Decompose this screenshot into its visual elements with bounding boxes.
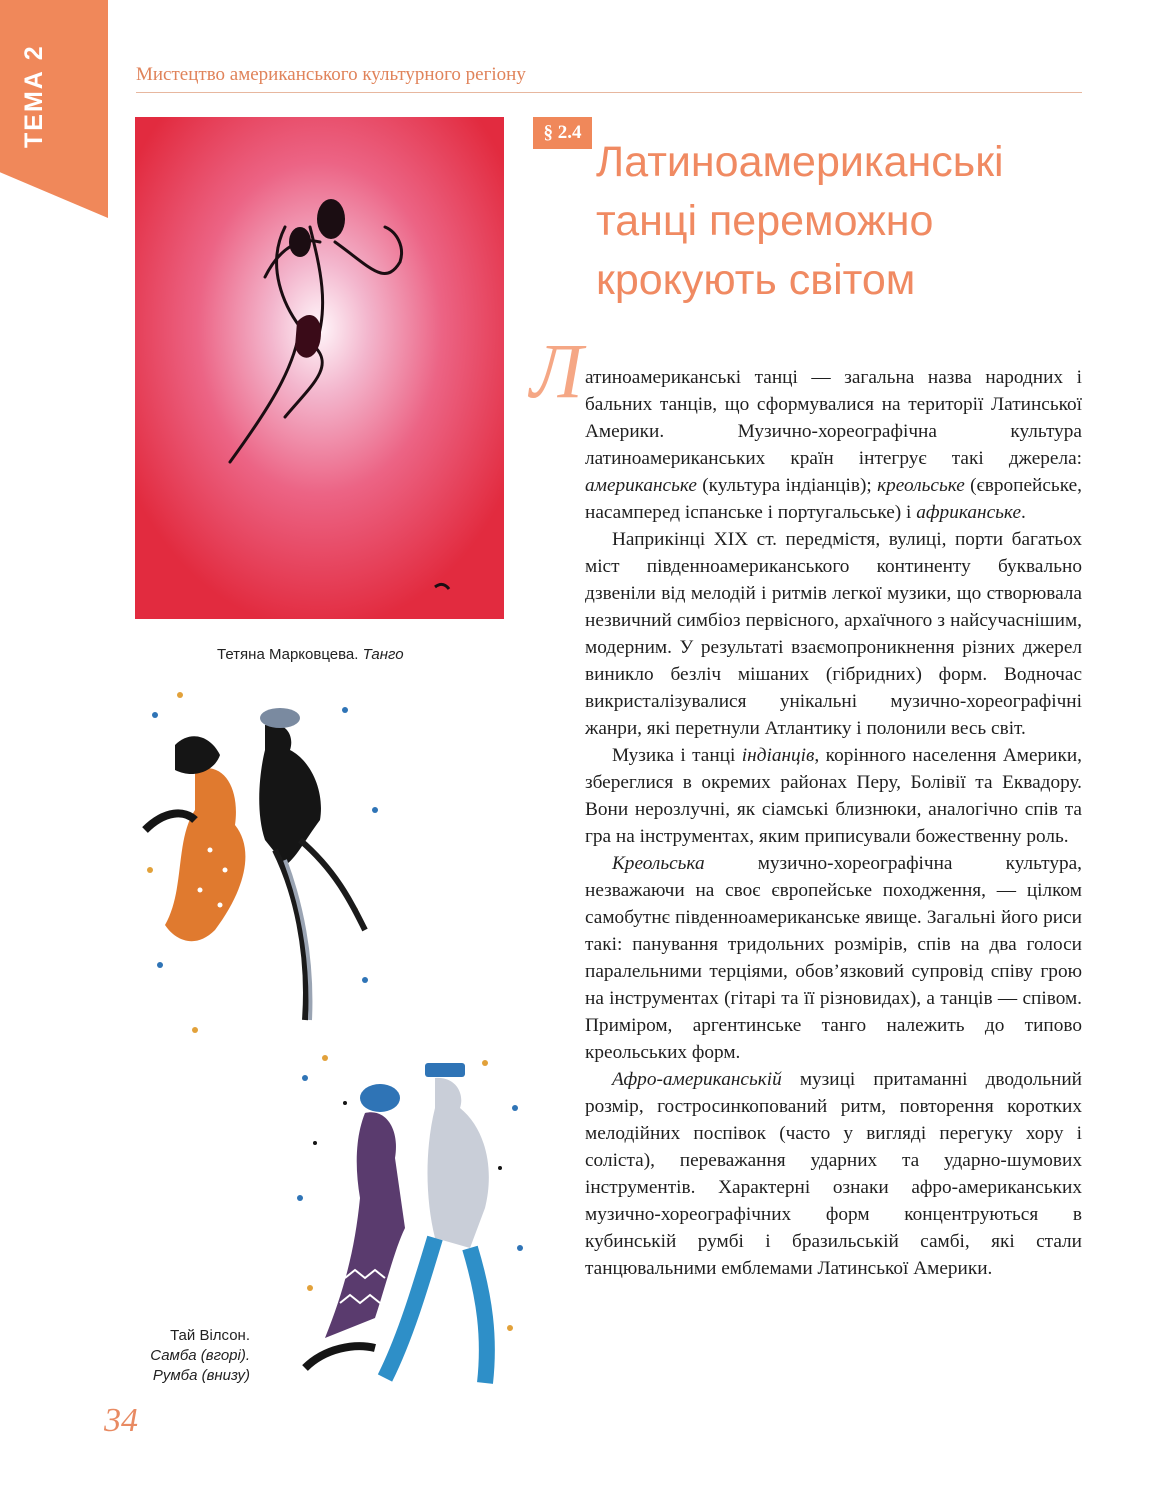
tango-caption [217,646,404,663]
paragraph-creole: Креольська музично-хореографічна культура, незважаючи на своє європейське походження, — цілком самобутнє південноамериканське явище. Загальні його риси такі: панування тридольних розмірів, спів на два голоси паралельними терціями, обов’язковий супровід співу грою на інструментах (гітарі та її різновидах), а танців — співом. Приміром, аргентинське танго належить до типово креольських форм. [585,853,1082,1063]
samba-caption-line2: Румба (внизу) [152,1367,250,1384]
rumba-illustration [285,1048,530,1398]
samba-illustration [135,690,395,1045]
tango-caption-author: Тетяна Марковцева. [217,646,359,663]
section-title-line2: танці переможно [596,197,934,245]
samba-caption-author: Тай Вілсон. [170,1327,250,1344]
paragraph-intro: атиноамериканські танці — загальна назва народних і бальних танців, що сформувалися на території Латинської Америки. Музично-хореографічна культура латиноамериканських країн інтегрує такі джерела: американське (культура індіанців); креольське (європейське, насамперед іспанське і португальське) і африканське. [585,367,1082,523]
tango-painting [135,117,504,619]
section-title-line1: Латиноамериканські [596,138,1004,186]
tango-caption-title: Танго [362,646,404,663]
running-header: Мистецтво американського культурного регіону [136,64,1082,93]
section-title-line3: крокують світом [596,256,916,304]
paragraph-afro: Афро-американській музиці притаманні дводольний розмір, гостросинкопований ритм, повторення коротких мелодійних поспівок (часто у вигляді перегуку хору і соліста), переважання ударних та ударно-шумових інструментів. Характерні ознаки афро-американських музично-хореографічних форм концентруються в кубинській румбі і бразильській самбі, які стали танцювальними емблемами Латинської Америки. [585,1069,1082,1279]
samba-rumba-caption [120,1326,250,1386]
paragraph-history: Наприкінці XIX ст. передмістя, вулиці, порти багатьох міст південноамериканського континенту буквально дзвеніли від мелодій і ритмів легкої музики, що створювала незвичний симбіоз первісного, архаїчного з найсучаснішим, модерним. У результаті взаємопроникнення різних джерел виникло безліч мішаних (гібридних) форм. Водночас викристалізувалися унікальні музично-хореографічні жанри, які перетнули Атлантику і полонили весь світ. [585,529,1082,739]
section-title [596,133,1116,310]
samba-caption-line1: Самба (вгорі). [150,1347,250,1364]
paragraph-indian: Музика і танці індіанців, корінного населення Америки, збереглися в окремих районах Перу, Болівії та Еквадору. Вони нерозлучні, як сіамські близнюки, аналогічно спів та гра на інструментах, яким приписували божественну роль. [585,745,1083,847]
section-number: § 2.4 [533,117,592,149]
page-number: 34 [104,1402,138,1439]
drop-cap: Л [530,327,583,414]
body-text [585,364,1082,1282]
theme-tab [0,0,108,218]
theme-tab-label: ТЕМА 2 [20,44,48,148]
